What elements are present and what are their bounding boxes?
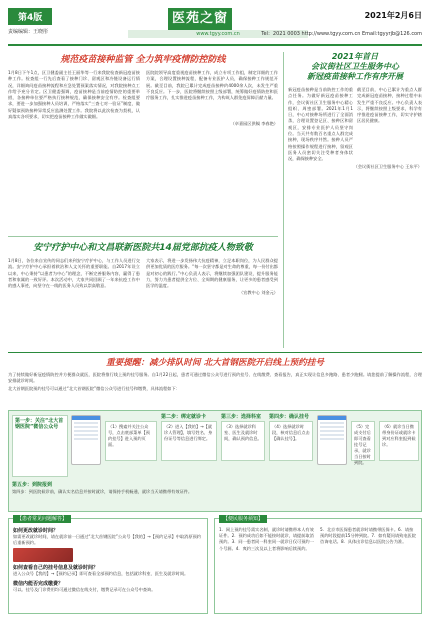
- service-tips-box: [214, 518, 422, 614]
- article3-column1: 新冠疫苗接种是当前防控工作的重点任务。为做好新冠疫苗接种工作，会议街社区卫生服务中心精心组织、周密部署。2021年1月1日，中心对接种场所进行了全面消杀，合理设置登记区、接种区和留观区，安排专业医护人员坚守岗位。当天共有数百名重点人群完成接种，现场秩序井然。接种人员严格按照操作规程进行接种，留观区医务人员密切关注受种者身体状况，确保接种安全。: [288, 87, 353, 162]
- column-title: 医苑之窗: [168, 8, 232, 30]
- step-6-text: （6）就诊当日携带身份证或就诊卡到对应科室报到候诊。: [379, 421, 419, 461]
- notice-online-appointment: [8, 356, 422, 392]
- divider: [8, 236, 278, 237]
- article-hospice-center: [8, 240, 278, 296]
- tips-tag: 【便民服务须知】: [219, 515, 267, 523]
- step-4-text: （4）选择就诊时段，核对信息后点击【确认挂号】。: [269, 421, 313, 461]
- article2-column1: 1月8日，各位来自宣传的同志们来到安宁疗护中心，与工作人员进行交流。安宁疗护中心承担着救治和人文关怀的重要职能。自2017年设立以来，中心秉持“以患者为中心”的理念，不断完善服务内容，赢得了患者和家属的一致好评。本次活动中，大家共同回顾了一年来抗疫工作中的感人事迹，向坚守在一线的医务人员致以崇高敬意。: [8, 258, 140, 289]
- step-2-text: （2）进入【我的】→【就诊人管理】，填写姓名、身份证号等信息进行绑定。: [161, 421, 217, 461]
- notice-appointment-intro: 北大首钢医院预约挂号可以通过“北大首钢医院”微信公众号进行挂号和缴费，具体流程如下：: [8, 385, 180, 391]
- contact-info: Tel：2021 0003 http://www.tgyy.com.cn Email:tgyyrjb@126.com: [261, 31, 422, 37]
- article3-title-line3: 新冠疫苗接种工作有序开展: [307, 72, 403, 81]
- masthead: [8, 6, 422, 46]
- column-divider: [283, 52, 284, 348]
- step-1-text: （1）搜索并关注公众号，点击底部菜单【预约挂号】进入预约页面。: [105, 421, 157, 461]
- step-1-label: 第一步：关注“北大首钢医院”微信公众号: [15, 418, 64, 430]
- faq-answer-1: 如需更改就诊时间，请在就诊前一日通过“北大首钢医院”公众号【我的】→【预约记录】中取消原预约后重新预约。: [13, 534, 201, 546]
- article-community-vaccination: [288, 52, 422, 170]
- article1-headline: 规范疫苗接种监管 全力筑牢疫情防控防线: [60, 55, 226, 65]
- steps-footer-note: 第四步：到医院候诊前，确认实名信息并按时就诊，请保持手机畅通，就诊当天请携带有效证件。: [12, 489, 193, 494]
- step-3-text: （3）选择就诊科室、医生及就诊时间，确认预约信息。: [221, 421, 265, 461]
- faq-answer-3: 可以。挂号及门诊费用均可通过微信在线支付，缴费记录可在公众号中查询。: [13, 586, 156, 592]
- step-2-label: 第二步：绑定就诊卡: [161, 414, 207, 420]
- article3-signature: （会议街社区卫生服务中心 王东平）: [353, 163, 422, 169]
- tips-list-1: 1．网上预约挂号需实名制，就诊时请携带本人有效证件。2．预约成功后如不能按时就诊，请提前取消预约。3．同一患者同一科室同一就诊日仅可预约一个号源。4．爽约三次及以上者将影响后续预约。: [219, 527, 314, 551]
- article2-signature: （宣教中心 刘金元）: [238, 290, 278, 296]
- editor-credit: 责编编辑：王晓彤: [8, 29, 49, 35]
- step-final-label: 第五步：到院报到: [12, 482, 53, 488]
- faq-box: [8, 518, 208, 614]
- notice-headline: 重要提醒：减少排队时间 北大首钢医院开启线上预约挂号: [106, 358, 324, 368]
- faq-question-1: 如何更改就诊时间？: [13, 528, 59, 534]
- faq-answer-2: 进入公众号【我的】→【预约记录】即可查看全部预约信息，包括就诊科室、医生及就诊时间。: [13, 571, 189, 577]
- article2-headline: 安宁疗护中心和文昌联新医院共14届党部抗疫人物致敬: [33, 243, 253, 253]
- section-divider: [8, 352, 422, 353]
- article-vaccine-supervision: [8, 52, 278, 127]
- hospital-banner-photo: [13, 548, 73, 562]
- faq-question-2: 如何查看自己的挂号信息及就诊时间？: [13, 565, 99, 572]
- article2-column2: 大家表示，将进一步发扬伟大抗疫精神，立足本职岗位，为人民群众提供更加优质的医疗服务。“每一次坚守都是对生命的尊重，每一份付出都是对初心的践行。”中心负责人表示，将继续加强团队建设，提升服务能力，努力为患者提供全方位、全周期的健康服务，让更多的患者感受到医学的温度。: [146, 258, 278, 289]
- appointment-steps-panel: [8, 410, 422, 512]
- article3-title-line2: 会议街社区卫生服务中心: [311, 62, 399, 71]
- step-4-label: 第四步：确认挂号: [269, 414, 310, 420]
- article3-title-line1: 2021年首日: [331, 52, 379, 61]
- article3-column2: 截至目前，中心已累计为重点人群完成新冠疫苗接种，接种过程中未发生严重不良反应。中心负责人表示，将继续按照上级要求，科学有序推进疫苗接种工作，切实守护辖区居民健康。: [357, 87, 422, 124]
- article1-signature: （卓嘉园区供稿 李春艳）: [230, 121, 278, 127]
- article1-column1: 1月8日下午1点，区卫健委副主任王丽华等一行来我院检查新冠疫苗接种工作。检查组一行先后查看了接种门诊、留观区和冷链设备运行情况，详细询问疫苗接种流程和应急处置预案落实情况，对我院接种点工作给予充分肯定。区卫健委强调，疫苗接种是当前疫情防控的重要举措，各接种单位要严格执行接种规范，确保接种安全有序。检查组要求，要进一步加强接种人员培训，严格落实“三查七对一验证”制度，做好疑似预防接种异常反应监测处置工作。我院将以此次检查为契机，认真落实各项要求，切实把疫苗接种工作做实做细。: [8, 70, 140, 120]
- tips-list-2: 5．北京市医保患者就诊时请携带医保卡。6．请按预约时段提前15分钟到院。7．如有疑问请致电医院咨询电话。8．具体出诊信息以医院公告为准。: [320, 527, 416, 545]
- step-5-text: （5）完成支付后即可查看挂号记录，就诊当日按时到院。: [351, 421, 375, 461]
- step-1-card: [12, 415, 68, 477]
- page-number-badge: 第4版: [8, 8, 52, 25]
- article1-column2: 医院院领导高度重视疫苗接种工作，成立专项工作组，制定详细的工作方案，合理设置接种流程，配备专业医护人员，确保接种工作规范开展。截至目前，我院已累计完成疫苗接种约4000余人次，未发生严重不良反应。下一步，医院将继续按照上级部署，统筹做好疫情防控和医疗服务工作，扎实推进疫苗接种工作，为构筑人群免疫屏障贡献力量。: [146, 70, 278, 101]
- step-1-phone-screenshot: [71, 415, 101, 465]
- step-4-phone-screenshot: [317, 415, 347, 465]
- notice-text: 为了持续做好新冠疫情防控并方便群众就医，医院将推行线上预约挂号服务。自1月22日起，患者可通过微信公众号进行预约挂号、在线缴费、查看报告，真正实现让信息多跑路、患者少跑腿。请您提前了解操作流程，合理安排就诊时间。: [8, 372, 422, 384]
- site-url: www.tgyy.com.cn: [196, 31, 240, 37]
- issue-date: 2021年2月6日: [364, 11, 422, 20]
- step-3-label: 第三步：选择科室: [221, 414, 262, 420]
- faq-question-3: 微信内能否完成缴费？: [13, 580, 64, 587]
- faq-tag: 【患者常见问题解答】: [13, 515, 71, 523]
